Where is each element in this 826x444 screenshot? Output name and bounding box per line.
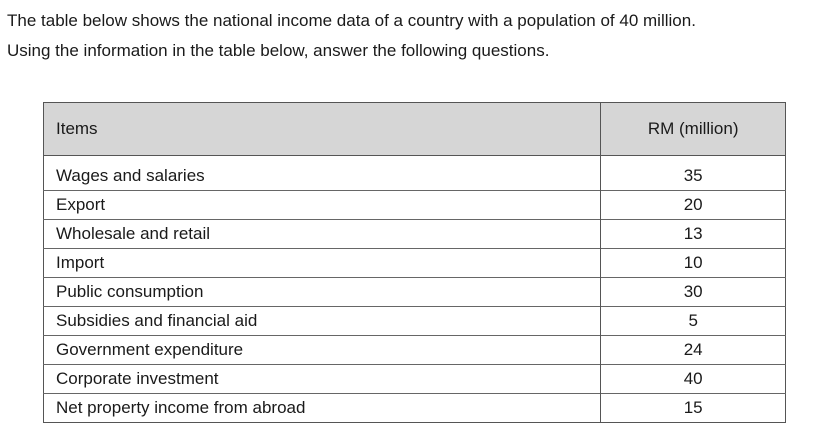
row-item: Government expenditure <box>44 336 601 365</box>
table-row <box>44 278 786 307</box>
row-value: 13 <box>601 220 786 249</box>
intro-text <box>7 6 822 66</box>
row-value: 30 <box>601 278 786 307</box>
row-item: Export <box>44 191 601 220</box>
row-item: Corporate investment <box>44 365 601 394</box>
row-value: 40 <box>601 365 786 394</box>
row-value: 35 <box>601 156 786 191</box>
row-value: 24 <box>601 336 786 365</box>
table-row <box>44 156 786 191</box>
header-items: Items <box>44 103 601 156</box>
row-item: Net property income from abroad <box>44 394 601 423</box>
table-row <box>44 191 786 220</box>
row-item: Import <box>44 249 601 278</box>
table-row <box>44 220 786 249</box>
national-income-table <box>43 102 786 423</box>
row-value: 10 <box>601 249 786 278</box>
row-item: Public consumption <box>44 278 601 307</box>
intro-line-2: Using the information in the table below, answer the following questions. <box>7 41 550 60</box>
table-row <box>44 394 786 423</box>
table-row <box>44 249 786 278</box>
table-header-row <box>44 103 786 156</box>
row-value: 15 <box>601 394 786 423</box>
table-row <box>44 336 786 365</box>
row-item: Subsidies and financial aid <box>44 307 601 336</box>
header-value: RM (million) <box>601 103 786 156</box>
table-row <box>44 365 786 394</box>
row-item: Wholesale and retail <box>44 220 601 249</box>
row-value: 5 <box>601 307 786 336</box>
table-body <box>44 156 786 423</box>
row-value: 20 <box>601 191 786 220</box>
intro-line-1: The table below shows the national income data of a country with a population of 40 million. <box>7 11 696 30</box>
table-row <box>44 307 786 336</box>
row-item: Wages and salaries <box>56 166 205 185</box>
